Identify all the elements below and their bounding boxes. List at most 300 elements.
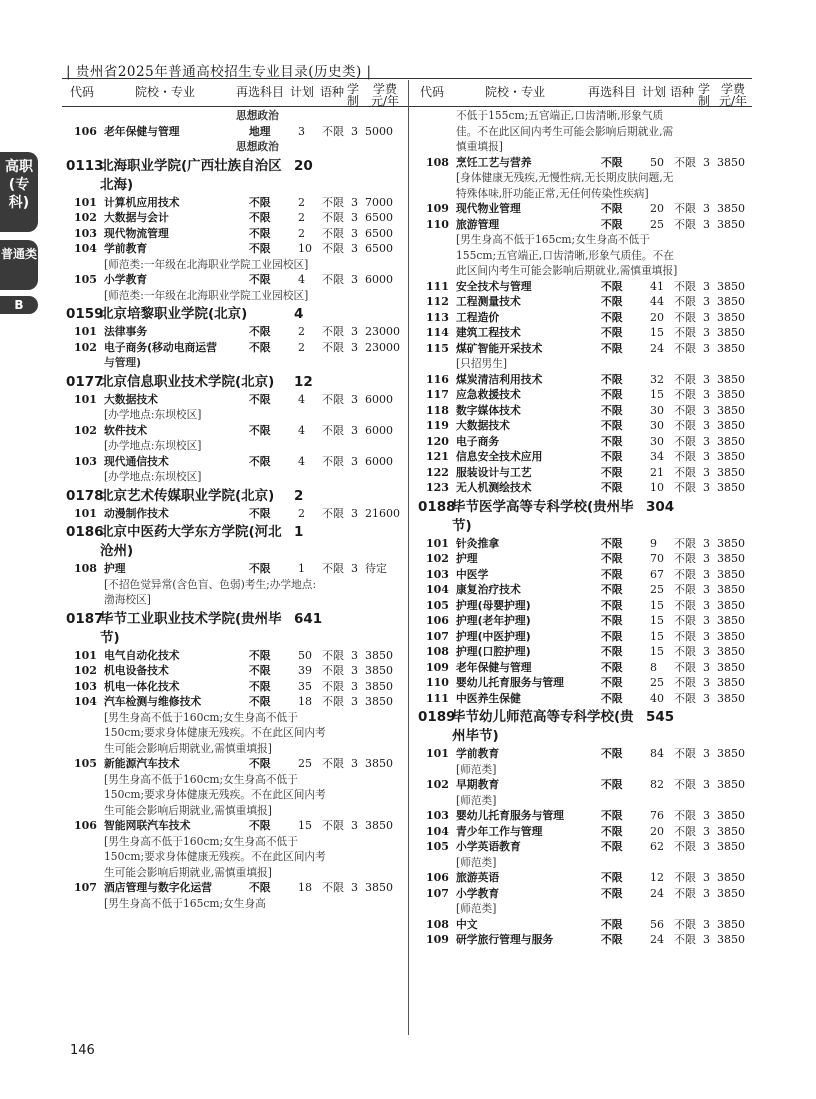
- school-plan-total: 4: [294, 306, 304, 322]
- subject-requirement: 不限: [601, 326, 623, 339]
- major-code: 105: [74, 273, 97, 286]
- duration: 3: [351, 423, 358, 437]
- duration: 3: [703, 614, 710, 627]
- table-row: [66, 694, 406, 710]
- plan-count: 62: [650, 840, 664, 853]
- subject-requirement: 不限: [249, 506, 271, 520]
- plan-count: 15: [650, 388, 664, 401]
- major-note: [身体健康无残疾,无慢性病,无长期皮肤问题,无特殊体味,肝功能正常,无任何传染性疾病]: [456, 171, 674, 200]
- language: 不限: [674, 598, 696, 612]
- major-name: 信息安全技术应用: [456, 450, 543, 463]
- tuition-fee: 6000: [365, 454, 393, 468]
- major-code: 106: [74, 124, 97, 138]
- plan-count: 2: [298, 211, 305, 224]
- table-row: [418, 839, 758, 855]
- table-row: [66, 454, 406, 470]
- school-name: 毕节医学高等专科学校(贵州毕节): [452, 498, 634, 534]
- major-code: 107: [74, 881, 97, 894]
- column-divider: [408, 80, 409, 1035]
- duration: 3: [703, 388, 710, 401]
- language: 不限: [322, 423, 344, 437]
- language: 不限: [674, 552, 696, 565]
- language: 不限: [674, 917, 696, 931]
- table-row: [66, 124, 406, 140]
- major-name: 智能网联汽车技术: [104, 819, 191, 832]
- side-tab-category: 普通类: [0, 240, 38, 290]
- table-row: [66, 561, 406, 577]
- major-code: 103: [74, 679, 97, 693]
- plan-count: 20: [650, 824, 664, 838]
- subject-requirement: 不限: [601, 645, 623, 658]
- tuition-fee: 3850: [717, 645, 745, 658]
- language: 不限: [674, 645, 696, 658]
- language: 不限: [674, 778, 696, 791]
- plan-count: 76: [650, 809, 664, 822]
- duration: 3: [703, 326, 710, 339]
- tuition-fee: 3850: [717, 567, 745, 581]
- major-code: 107: [426, 886, 449, 900]
- major-note: [男生身高不低于165cm;女生身高: [104, 896, 266, 910]
- major-name: 大数据技术: [456, 419, 510, 432]
- duration: 3: [703, 567, 710, 581]
- tuition-fee: 23000: [365, 325, 400, 338]
- major-code: 112: [426, 295, 449, 308]
- language: 不限: [674, 583, 696, 596]
- duration: 3: [703, 676, 710, 689]
- school-code: 0178: [66, 487, 104, 504]
- language: 不限: [674, 747, 696, 760]
- duration: 3: [351, 195, 358, 209]
- table-row: [66, 324, 406, 340]
- major-code: 113: [426, 310, 449, 324]
- plan-count: 2: [298, 340, 305, 354]
- tuition-fee: 3850: [717, 933, 745, 946]
- duration: 3: [351, 695, 358, 708]
- tuition-fee: 3850: [717, 917, 745, 931]
- major-name: 安全技术与管理: [456, 279, 532, 293]
- plan-count: 2: [298, 506, 305, 520]
- plan-count: 4: [298, 454, 305, 468]
- duration: 3: [351, 242, 358, 255]
- subject-requirement: 不限: [249, 562, 271, 575]
- subject-requirement: 不限: [601, 202, 623, 215]
- subject-requirement: 不限: [249, 679, 271, 693]
- table-row: [418, 418, 758, 434]
- table-row: [418, 325, 758, 341]
- language: 不限: [674, 372, 696, 386]
- language: 不限: [674, 434, 696, 448]
- subject-requirement: 不限: [601, 691, 623, 705]
- tuition-fee: 3850: [717, 450, 745, 463]
- table-row: [66, 210, 406, 226]
- duration: 3: [703, 202, 710, 215]
- plan-count: 25: [298, 757, 312, 770]
- major-name: 建筑工程技术: [456, 326, 521, 339]
- school-code: 0188: [418, 498, 456, 515]
- school-name: 北京信息职业技术学院(北京): [100, 373, 275, 390]
- duration: 3: [703, 645, 710, 658]
- duration: 3: [351, 211, 358, 224]
- major-code: 121: [426, 450, 449, 463]
- plan-count: 25: [650, 583, 664, 596]
- major-note: 不低于155cm;五官端正,口齿清晰,形象气质佳。不在此区间内考生可能会影响后期就业,需慎重填报]: [456, 109, 674, 153]
- duration: 3: [351, 819, 358, 832]
- school-name: 北京艺术传媒职业学院(北京): [100, 487, 275, 504]
- major-code: 105: [426, 598, 449, 612]
- table-row: [66, 648, 406, 664]
- major-name: 中文: [456, 917, 478, 931]
- language: 不限: [674, 419, 696, 432]
- plan-count: 41: [650, 279, 664, 293]
- school-plan-total: 641: [294, 610, 323, 627]
- language: 不限: [674, 217, 696, 231]
- major-name: 小学教育: [456, 886, 500, 900]
- table-row: [66, 392, 406, 408]
- tuition-fee: 3850: [717, 676, 745, 689]
- school-code: 0186: [66, 524, 104, 540]
- major-name: 软件技术: [104, 423, 148, 437]
- duration: 3: [351, 881, 358, 894]
- col-header-fee-r: 学费元/年: [718, 82, 748, 108]
- tuition-fee: 3850: [717, 481, 745, 494]
- table-row: [418, 567, 758, 583]
- header-rule: [62, 78, 752, 79]
- school-heading: [66, 610, 406, 648]
- tuition-fee: 3850: [365, 819, 393, 832]
- table-row: [418, 310, 758, 326]
- duration: 3: [703, 295, 710, 308]
- language: 不限: [674, 840, 696, 853]
- duration: 3: [703, 933, 710, 946]
- plan-count: 18: [298, 695, 312, 708]
- subject-requirement: 不限: [601, 536, 623, 550]
- major-name: 现代物流管理: [104, 226, 169, 240]
- plan-count: 8: [650, 660, 657, 674]
- table-row: [418, 613, 758, 629]
- duration: 3: [703, 917, 710, 931]
- plan-count: 15: [650, 598, 664, 612]
- side-tab-batch: B: [0, 296, 38, 314]
- plan-count: 20: [650, 202, 664, 215]
- duration: 3: [351, 562, 358, 575]
- duration: 3: [703, 341, 710, 355]
- language: 不限: [322, 679, 344, 693]
- subject-requirement: 不限: [601, 583, 623, 596]
- col-header-code: 代码: [70, 85, 95, 99]
- duration: 3: [351, 340, 358, 354]
- major-code: 103: [426, 567, 449, 581]
- major-code: 102: [74, 340, 97, 354]
- plan-count: 24: [650, 341, 664, 355]
- school-heading: [418, 498, 758, 536]
- major-code: 109: [426, 933, 449, 946]
- table-row: [418, 932, 758, 948]
- tuition-fee: 3850: [717, 536, 745, 550]
- subject-requirement: 不限: [249, 242, 271, 255]
- table-row: [66, 423, 406, 439]
- major-name: 烹饪工艺与营养: [456, 155, 532, 169]
- duration: 3: [703, 871, 710, 884]
- plan-count: 4: [298, 423, 305, 437]
- duration: 3: [703, 886, 710, 900]
- major-name: 中医养生保健: [456, 691, 521, 705]
- subject-requirement: 不限: [601, 871, 623, 884]
- subject-requirement: 地理: [249, 124, 271, 138]
- plan-count: 50: [298, 648, 312, 662]
- duration: 3: [703, 660, 710, 674]
- major-code: 108: [426, 645, 449, 658]
- table-row: [418, 434, 758, 450]
- left-column: [66, 108, 406, 911]
- subject-requirement: 不限: [601, 217, 623, 231]
- table-row: [418, 629, 758, 645]
- table-row: [418, 808, 758, 824]
- subject-requirement: 不限: [601, 747, 623, 760]
- plan-count: 67: [650, 567, 664, 581]
- plan-count: 9: [650, 536, 657, 550]
- major-name: 护理(老年护理): [456, 614, 531, 627]
- major-name: 旅游管理: [456, 217, 500, 231]
- language: 不限: [674, 450, 696, 463]
- table-row: [418, 870, 758, 886]
- table-row: [418, 660, 758, 676]
- language: 不限: [322, 242, 344, 255]
- major-note: 思想政治: [236, 109, 279, 122]
- duration: 3: [351, 273, 358, 286]
- major-code: 116: [426, 372, 449, 386]
- major-code: 110: [426, 217, 449, 231]
- tuition-fee: 3850: [717, 155, 745, 169]
- major-name: 大数据技术: [104, 392, 158, 406]
- major-name: 护理(口腔护理): [456, 645, 531, 658]
- tuition-fee: 3850: [717, 778, 745, 791]
- major-note: [男生身高不低于165cm;女生身高不低于155cm;五官端正,口齿清晰,形象气质佳。不在此区间内考生可能会影响后期就业,需慎重填报]: [456, 233, 678, 277]
- col-header-name-r: 院校・专业: [485, 85, 546, 99]
- major-name: 护理(中医护理): [456, 629, 531, 643]
- table-row: [66, 272, 406, 288]
- tuition-fee: 3850: [717, 403, 745, 417]
- major-note: [师范类]: [456, 793, 497, 807]
- language: 不限: [674, 481, 696, 494]
- duration: 3: [703, 840, 710, 853]
- school-code: 0113: [66, 157, 104, 174]
- major-code: 114: [426, 326, 449, 339]
- plan-count: 82: [650, 778, 664, 791]
- plan-count: 50: [650, 155, 664, 169]
- major-code: 104: [426, 583, 449, 596]
- header-rule-bottom: [62, 106, 752, 107]
- subject-requirement: 不限: [249, 757, 271, 770]
- language: 不限: [322, 819, 344, 832]
- subject-requirement: 不限: [249, 664, 271, 677]
- table-row: [418, 217, 758, 233]
- plan-count: 30: [650, 434, 664, 448]
- plan-count: 15: [650, 629, 664, 643]
- major-name: 学前教育: [104, 242, 148, 255]
- subject-requirement: 不限: [601, 465, 623, 479]
- language: 不限: [322, 124, 344, 138]
- language: 不限: [322, 340, 344, 354]
- plan-count: 25: [650, 217, 664, 231]
- col-header-code-r: 代码: [420, 85, 445, 99]
- subject-requirement: 不限: [601, 886, 623, 900]
- language: 不限: [674, 326, 696, 339]
- major-code: 108: [426, 155, 449, 169]
- major-note: 与管理): [104, 356, 141, 369]
- subject-requirement: 不限: [601, 419, 623, 432]
- major-name: 数字媒体技术: [456, 403, 521, 417]
- major-code: 109: [426, 660, 449, 674]
- major-code: 105: [426, 840, 449, 853]
- school-heading: [66, 157, 406, 195]
- page-number: 146: [70, 1043, 95, 1058]
- major-name: 大数据与会计: [104, 211, 169, 224]
- plan-count: 2: [298, 226, 305, 240]
- plan-count: 25: [650, 676, 664, 689]
- table-row: [418, 155, 758, 171]
- tuition-fee: 3850: [717, 326, 745, 339]
- language: 不限: [322, 695, 344, 708]
- plan-count: 30: [650, 403, 664, 417]
- subject-requirement: 不限: [249, 819, 271, 832]
- plan-count: 10: [298, 242, 312, 255]
- major-code: 102: [426, 552, 449, 565]
- tuition-fee: 3850: [717, 691, 745, 705]
- major-name: 早期教育: [456, 778, 500, 791]
- plan-count: 3: [298, 124, 305, 138]
- plan-count: 15: [650, 645, 664, 658]
- major-note: [师范类]: [456, 855, 497, 869]
- tuition-fee: 3850: [365, 679, 393, 693]
- col-header-name: 院校・专业: [135, 85, 196, 99]
- major-note: 思想政治: [236, 140, 279, 153]
- plan-count: 2: [298, 325, 305, 338]
- duration: 3: [351, 757, 358, 770]
- language: 不限: [674, 809, 696, 822]
- subject-requirement: 不限: [601, 450, 623, 463]
- duration: 3: [703, 481, 710, 494]
- school-code: 0187: [66, 610, 104, 627]
- plan-count: 4: [298, 392, 305, 406]
- language: 不限: [674, 403, 696, 417]
- major-code: 108: [426, 917, 449, 931]
- col-header-lang: 语种: [320, 85, 345, 99]
- table-row: [418, 644, 758, 660]
- school-code: 0177: [66, 373, 104, 390]
- tuition-fee: 5000: [365, 124, 393, 138]
- plan-count: 12: [650, 871, 664, 884]
- tuition-fee: 7000: [365, 195, 393, 209]
- school-heading: [66, 305, 406, 324]
- language: 不限: [674, 536, 696, 550]
- major-note: [不招色觉异常(含色盲、色弱)考生;办学地点:渤海校区]: [104, 577, 317, 606]
- subject-requirement: 不限: [601, 840, 623, 853]
- language: 不限: [322, 648, 344, 662]
- table-row: [66, 226, 406, 242]
- table-row: [418, 449, 758, 465]
- duration: 3: [703, 809, 710, 822]
- plan-count: 1: [298, 562, 305, 575]
- language: 不限: [674, 465, 696, 479]
- school-heading: [66, 523, 406, 561]
- major-code: 108: [74, 562, 97, 575]
- tuition-fee: 3850: [717, 341, 745, 355]
- school-heading: [66, 487, 406, 506]
- subject-requirement: 不限: [249, 454, 271, 468]
- plan-count: 21: [650, 465, 664, 479]
- major-name: 中医学: [456, 567, 489, 581]
- subject-requirement: 不限: [601, 155, 623, 169]
- table-row: [66, 506, 406, 522]
- subject-requirement: 不限: [601, 310, 623, 324]
- language: 不限: [674, 310, 696, 324]
- major-name: 工程造价: [456, 310, 500, 324]
- subject-requirement: 不限: [601, 809, 623, 822]
- duration: 3: [703, 691, 710, 705]
- duration: 3: [351, 392, 358, 406]
- tuition-fee: 3850: [717, 372, 745, 386]
- subject-requirement: 不限: [601, 434, 623, 448]
- duration: 3: [703, 372, 710, 386]
- subject-requirement: 不限: [249, 423, 271, 437]
- subject-requirement: 不限: [249, 392, 271, 406]
- subject-requirement: 不限: [601, 933, 623, 946]
- major-note: [只招男生]: [456, 357, 508, 370]
- duration: 3: [703, 747, 710, 760]
- plan-count: 15: [298, 819, 312, 832]
- tuition-fee: 待定: [365, 562, 387, 575]
- tuition-fee: 3850: [717, 840, 745, 853]
- subject-requirement: 不限: [249, 195, 271, 209]
- subject-requirement: 不限: [249, 695, 271, 708]
- table-row: [418, 886, 758, 902]
- duration: 3: [703, 552, 710, 565]
- right-column: [418, 108, 758, 948]
- major-name: 小学英语教育: [456, 840, 521, 853]
- major-note: [师范类]: [456, 902, 497, 915]
- duration: 3: [703, 217, 710, 231]
- subject-requirement: 不限: [249, 325, 271, 338]
- plan-count: 10: [650, 481, 664, 494]
- table-row: [66, 818, 406, 834]
- major-note: [师范类:一年级在北海职业学院工业园校区]: [104, 288, 309, 302]
- major-code: 119: [426, 419, 449, 432]
- duration: 3: [703, 824, 710, 838]
- major-name: 计算机应用技术: [104, 195, 180, 209]
- duration: 3: [351, 648, 358, 662]
- table-row: [66, 880, 406, 896]
- language: 不限: [322, 664, 344, 677]
- major-code: 109: [426, 202, 449, 215]
- major-name: 电子商务: [456, 434, 500, 448]
- major-name: 康复治疗技术: [456, 583, 521, 596]
- major-code: 105: [74, 757, 97, 770]
- plan-count: 56: [650, 917, 664, 931]
- plan-count: 18: [298, 881, 312, 894]
- duration: 3: [703, 434, 710, 448]
- school-code: 0159: [66, 306, 104, 322]
- duration: 3: [703, 310, 710, 324]
- plan-count: 15: [650, 326, 664, 339]
- col-header-plan: 计划: [290, 85, 315, 99]
- table-row: [418, 746, 758, 762]
- major-code: 111: [426, 279, 449, 293]
- table-row: [418, 777, 758, 793]
- language: 不限: [674, 567, 696, 581]
- table-row: [66, 241, 406, 257]
- tuition-fee: 3850: [717, 465, 745, 479]
- table-row: [66, 195, 406, 211]
